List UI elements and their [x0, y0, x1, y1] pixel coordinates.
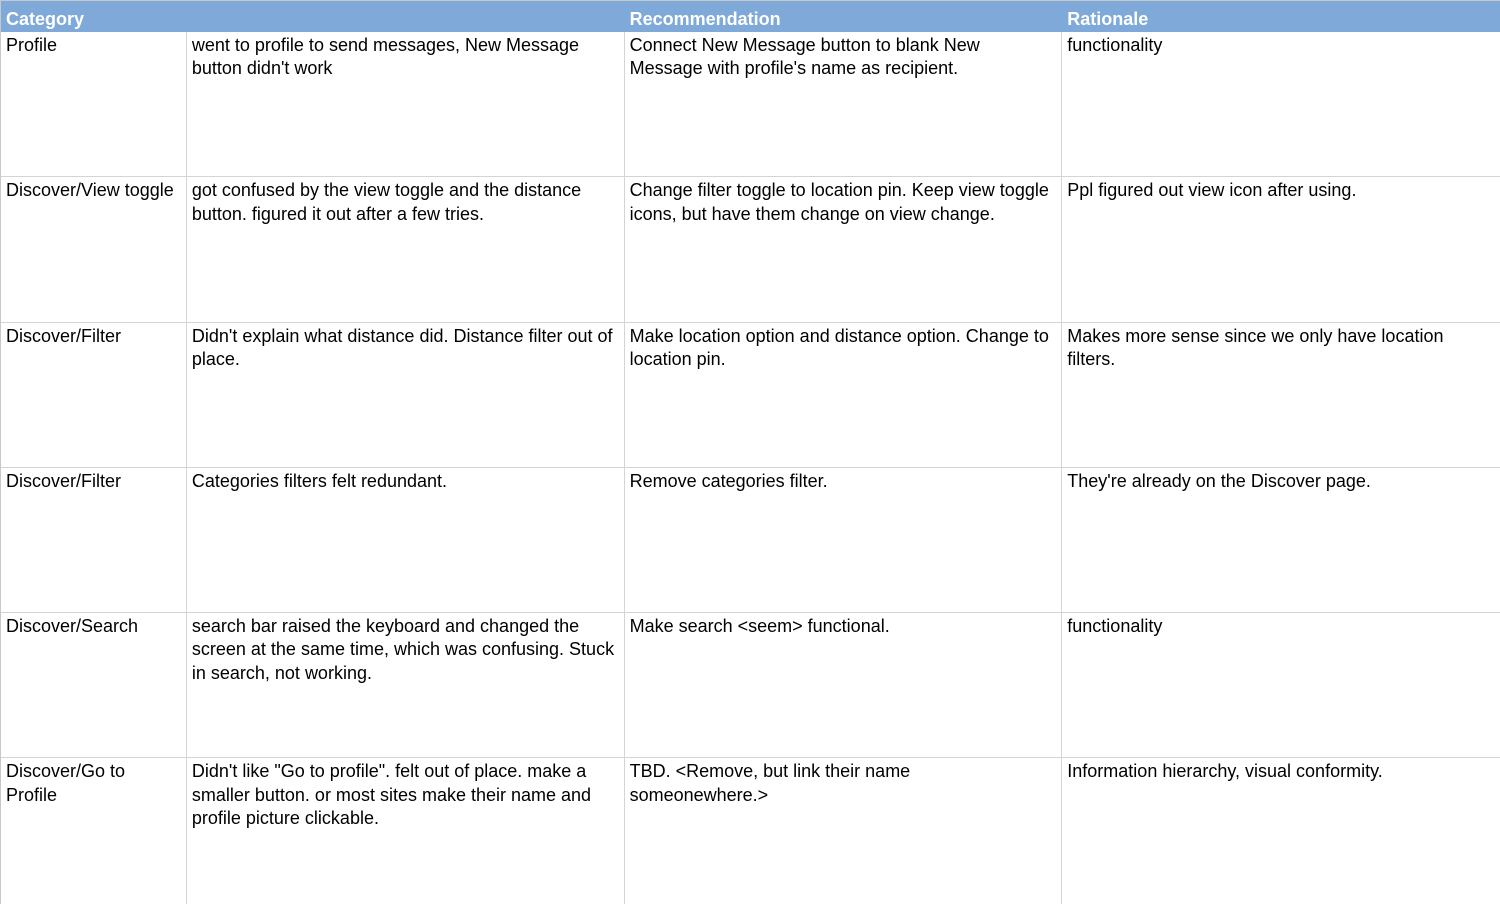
table-row — [1, 32, 1500, 177]
column-header-observation[interactable] — [187, 1, 625, 32]
rationale-cell[interactable]: Ppl figured out view icon after using. — [1067, 180, 1357, 201]
column-header-category[interactable]: Category — [6, 9, 85, 29]
recommendation-cell[interactable]: Make search <seem> functional. — [625, 613, 1063, 757]
column-header-rationale[interactable]: Rationale — [1067, 9, 1149, 29]
rationale-cell[interactable]: functionality — [1067, 616, 1163, 637]
rationale-cell[interactable]: functionality — [1067, 35, 1163, 55]
category-cell[interactable]: Discover/View toggle — [1, 177, 187, 321]
observation-cell[interactable]: Categories filters felt redundant. — [187, 468, 625, 612]
category-cell[interactable]: Discover/Filter — [1, 323, 187, 467]
recommendation-cell[interactable]: TBD. <Remove, but link their name someonewhere.> — [625, 758, 1063, 903]
recommendation-cell[interactable]: Connect New Message button to blank New Message with profile's name as recipient. — [625, 32, 1063, 176]
table-header-row — [1, 0, 1500, 32]
recommendation-cell[interactable]: Remove categories filter. — [625, 468, 1063, 612]
rationale-cell[interactable]: Information hierarchy, visual conformity. — [1067, 761, 1383, 782]
table-row — [1, 758, 1500, 903]
recommendation-cell[interactable]: Change filter toggle to location pin. Keep view toggle icons, but have them change on view change. — [625, 177, 1063, 321]
table-row — [1, 323, 1500, 468]
rationale-cell[interactable]: They're already on the Discover page. — [1067, 470, 1371, 491]
table-row — [1, 468, 1500, 613]
rationale-cell[interactable]: Makes more sense since we only have location filters. — [1067, 325, 1444, 369]
recommendation-cell[interactable]: Make location option and distance option. Change to location pin. — [625, 323, 1063, 467]
observation-cell[interactable]: Didn't like "Go to profile". felt out of place. make a smaller button. or most sites make their name and profile picture clickable. — [187, 758, 625, 903]
column-header-recommendation[interactable]: Recommendation — [629, 9, 781, 29]
observation-cell[interactable]: went to profile to send messages, New Message button didn't work — [187, 32, 625, 176]
observation-cell[interactable]: search bar raised the keyboard and changed the screen at the same time, which was confusing. Stuck in search, not working. — [187, 613, 625, 757]
observation-cell[interactable]: Didn't explain what distance did. Distance filter out of place. — [187, 323, 625, 467]
category-cell[interactable]: Discover/Filter — [1, 468, 187, 612]
category-cell[interactable]: Discover/Go to Profile — [1, 758, 187, 903]
table-row — [1, 613, 1500, 758]
category-cell[interactable]: Profile — [1, 32, 187, 176]
table-row — [1, 177, 1500, 322]
observation-cell[interactable]: got confused by the view toggle and the distance button. figured it out after a few tries. — [187, 177, 625, 321]
category-cell[interactable]: Discover/Search — [1, 613, 187, 757]
